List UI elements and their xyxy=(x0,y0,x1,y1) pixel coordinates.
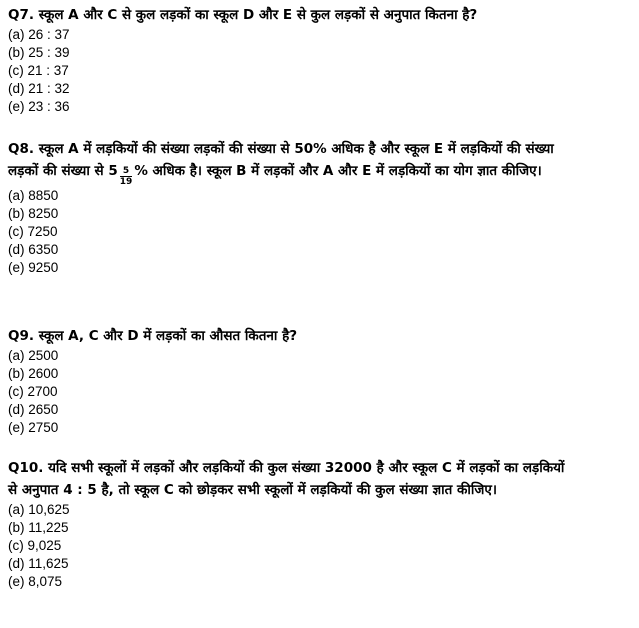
question-7 xyxy=(8,4,568,116)
option-e: (e) 8,075 xyxy=(8,574,63,589)
option-a: (a) 2500 xyxy=(8,348,59,363)
option-b: (b) 2600 xyxy=(8,366,59,381)
option-e: (e) 2750 xyxy=(8,420,59,435)
option-a: (a) 26 : 37 xyxy=(8,27,70,42)
question-8-text-part1: Q8. स्कूल A में लड़कियों की संख्या लड़कों की संख्या से 50% अधिक है और स्कूल E में लड़कियों की संख्या लड़कों की संख्या से 5 xyxy=(8,141,554,179)
question-7-options xyxy=(8,26,568,116)
option-e: (e) 23 : 36 xyxy=(8,99,70,114)
option-e: (e) 9250 xyxy=(8,260,59,275)
option-b: (b) 11,225 xyxy=(8,520,69,535)
question-7-text: Q7. स्कूल A और C से कुल लड़कों का स्कूल D और E से कुल लड़कों से अनुपात कितना है? xyxy=(8,7,478,23)
option-c: (c) 9,025 xyxy=(8,538,62,553)
option-d: (d) 11,625 xyxy=(8,556,69,571)
option-c: (c) 7250 xyxy=(8,224,58,239)
option-a: (a) 8850 xyxy=(8,188,59,203)
question-9 xyxy=(8,325,568,437)
question-8-text-part2: % अधिक है। स्कूल B में लड़कों और A और E में लड़कियों का योग ज्ञात कीजिए। xyxy=(134,163,542,179)
option-b: (b) 8250 xyxy=(8,206,59,221)
fraction-denominator: 19 xyxy=(119,177,133,187)
question-8 xyxy=(8,138,568,277)
question-10-options xyxy=(8,501,568,591)
option-d: (d) 2650 xyxy=(8,402,59,417)
fraction xyxy=(120,166,133,187)
option-c: (c) 2700 xyxy=(8,384,58,399)
fraction-numerator: 5 xyxy=(120,166,133,177)
option-c: (c) 21 : 37 xyxy=(8,63,69,78)
question-9-text: Q9. स्कूल A, C और D में लड़कों का औसत कितना है? xyxy=(8,328,298,344)
question-9-options xyxy=(8,347,568,437)
question-10 xyxy=(8,457,568,591)
option-b: (b) 25 : 39 xyxy=(8,45,70,60)
option-a: (a) 10,625 xyxy=(8,502,70,517)
question-8-options xyxy=(8,187,568,277)
option-d: (d) 21 : 32 xyxy=(8,81,70,96)
question-8-text xyxy=(8,138,568,187)
question-10-text: Q10. यदि सभी स्कूलों में लड़कों और लड़कियों की कुल संख्या 32000 है और स्कूल C में लड़कों का लड़कियों से अनुपात 4 : 5 है, तो स्कूल C को छोड़कर सभी स्कूलों में लड़कियों की कुल संख्या ज्ञात कीजिए। xyxy=(8,460,565,498)
option-d: (d) 6350 xyxy=(8,242,59,257)
